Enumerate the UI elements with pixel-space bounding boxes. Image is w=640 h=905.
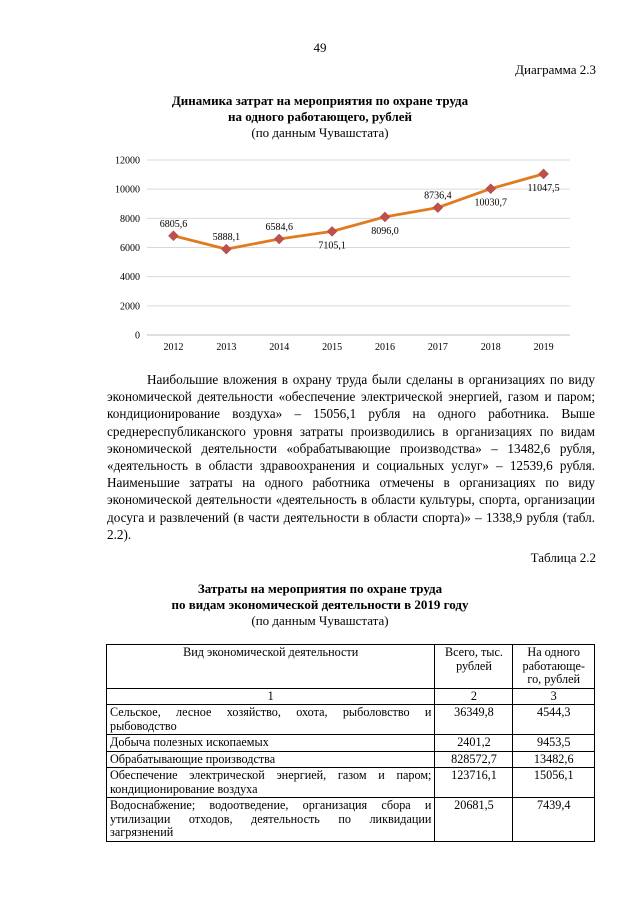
cell-per-worker: 4544,3 [513, 705, 595, 735]
data-label: 5888,1 [212, 232, 241, 244]
x-tick-label: 2013 [216, 342, 237, 353]
data-point [486, 184, 496, 194]
cell-activity: Водоснабжение; водоотведение, организация сбора и утилизации отходов, деятельность по ликвидации загрязнений [107, 798, 435, 842]
x-tick-label: 2019 [533, 342, 554, 353]
x-tick-label: 2017 [427, 342, 448, 353]
y-tick-label: 12000 [115, 155, 140, 167]
data-label: 6805,6 [159, 218, 188, 230]
cell-total: 2401,2 [435, 735, 513, 752]
y-tick-label: 2000 [120, 301, 140, 313]
y-tick-label: 0 [135, 330, 140, 342]
data-point [221, 244, 231, 254]
data-point [274, 234, 284, 244]
table-row [107, 735, 595, 752]
chart-title [0, 93, 640, 141]
data-label: 8096,0 [371, 225, 399, 237]
cell-per-worker: 9453,5 [513, 735, 595, 752]
diagram-label: Диаграмма 2.3 [515, 62, 596, 77]
chart-subtitle: (по данным Чувашстата) [251, 125, 389, 140]
data-label: 10030,7 [474, 197, 507, 209]
body-paragraph: Наибольшие вложения в охрану труда были сделаны в организациях по виду экономической деятельности «обеспечение электрической энергией, газом и паром; кондиционирование воздуха» – 15056,1 рубля на одного работника. Выше среднереспубликанского уровня затраты производились в организациях по видам экономической деятельности «обрабатывающие производства» – 13482,6 рубля, «деятельность в области здравоохранения и социальных услуг» – 12539,6 рубля. Наименьшие затраты на одного работника отмечены в организациях по виду экономической деятельности «деятельность в области культуры, спорта, организации досуга и развлечений (в части деятельности в области спорта)» – 1338,9 рубля (табл. 2.2). [107, 372, 595, 542]
cell-per-worker: 7439,4 [513, 798, 595, 842]
table-row [107, 798, 595, 842]
colnum-2: 2 [435, 688, 513, 705]
cell-per-worker: 15056,1 [513, 768, 595, 798]
header-per-worker: На одного работающе-го, рублей [513, 645, 595, 689]
x-tick-label: 2016 [374, 342, 395, 353]
cell-per-worker: 13482,6 [513, 751, 595, 768]
y-tick-label: 6000 [120, 243, 140, 254]
header-activity: Вид экономической деятельности [107, 645, 435, 689]
cell-total: 828572,7 [435, 751, 513, 768]
table-row [107, 751, 595, 768]
data-label: 8736,4 [424, 190, 452, 202]
table-header-row [107, 645, 595, 689]
chart-title-line2: на одного работающего, рублей [227, 109, 413, 124]
cell-total: 36349,8 [435, 705, 513, 735]
cell-activity: Обрабатывающие производства [107, 751, 435, 768]
y-tick-label: 10000 [115, 184, 140, 196]
table-colnum-row [107, 688, 595, 705]
data-point [539, 169, 549, 179]
cell-activity: Сельское, лесное хозяйство, охота, рыболовство и рыбоводство [107, 705, 435, 735]
x-tick-label: 2018 [480, 342, 501, 353]
y-tick-label: 4000 [120, 272, 140, 284]
x-tick-label: 2014 [269, 342, 290, 353]
page-number: 49 [313, 40, 327, 55]
data-point [433, 203, 443, 213]
x-tick-label: 2012 [163, 342, 184, 353]
y-tick-label: 8000 [120, 213, 140, 225]
data-label: 7105,1 [318, 240, 346, 252]
colnum-1: 1 [107, 688, 435, 705]
cell-activity: Обеспечение электрической энергией, газом и паром; кондиционирование воздуха [107, 768, 435, 798]
table-title-line1: Затраты на мероприятия по охране труда [197, 581, 443, 596]
cell-total: 20681,5 [435, 798, 513, 842]
header-total: Всего, тыс. рублей [435, 645, 513, 689]
data-label: 6584,6 [265, 221, 293, 233]
colnum-3: 3 [513, 688, 595, 705]
line-chart [100, 150, 580, 365]
x-tick-label: 2015 [322, 342, 343, 353]
data-point [380, 212, 390, 222]
data-label: 11047,5 [527, 182, 560, 194]
chart-title-line1: Динамика затрат на мероприятия по охране труда [171, 93, 469, 108]
table-title-line2: по видам экономической деятельности в 2019 году [171, 597, 469, 612]
cell-activity: Добыча полезных ископаемых [107, 735, 435, 752]
data-point [168, 231, 178, 241]
table-title [0, 581, 640, 629]
table-row [107, 705, 595, 735]
table-subtitle: (по данным Чувашстата) [251, 613, 389, 628]
cell-total: 123716,1 [435, 768, 513, 798]
data-point [327, 226, 337, 236]
table-label: Таблица 2.2 [530, 550, 596, 565]
data-table [106, 644, 595, 842]
table-row [107, 768, 595, 798]
